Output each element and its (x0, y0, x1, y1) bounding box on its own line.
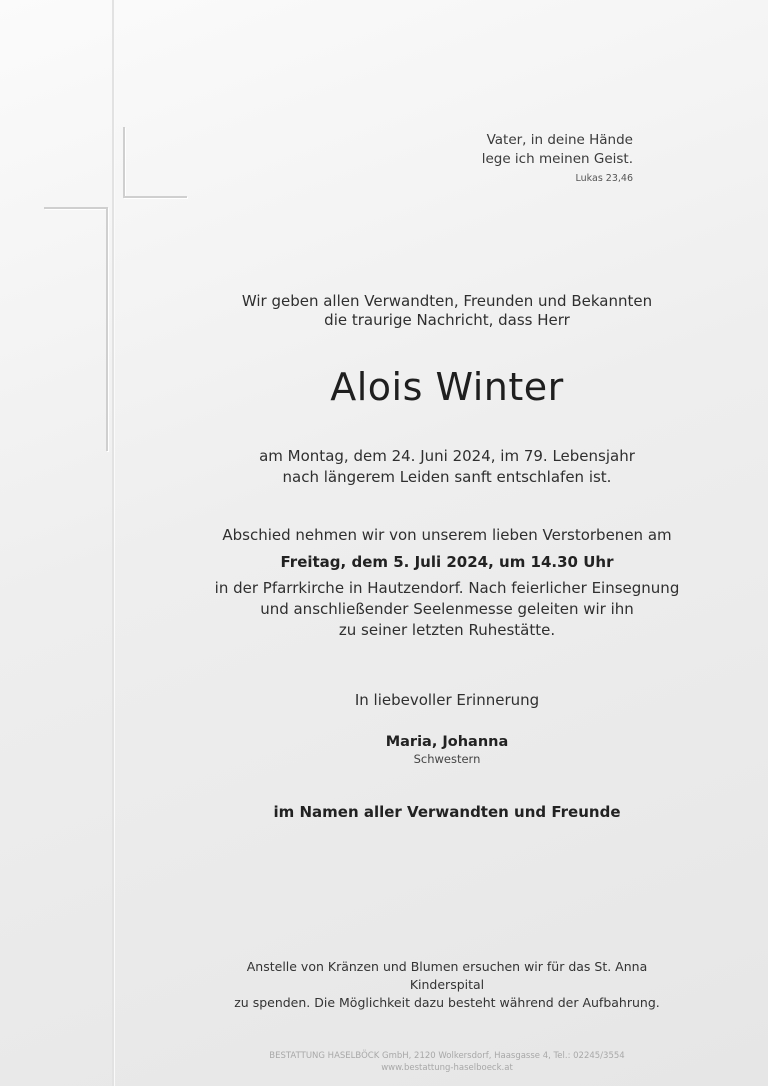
announcement-intro (210, 292, 684, 330)
ceremony-line-2: in der Pfarrkirche in Hautzendorf. Nach feierlicher Einsegnung (214, 579, 680, 597)
cross-left-arm (44, 207, 108, 209)
ceremony-date: Freitag, dem 5. Juli 2024, um 14.30 Uhr (280, 553, 614, 571)
quote-line-2: lege ich meinen Geist. (481, 151, 633, 167)
ceremony-line-4: zu seiner letzten Ruhestätte. (338, 621, 556, 639)
death-line-2: nach längerem Leiden sanft entschlafen ist. (282, 468, 612, 486)
ceremony-line-3: und anschließender Seelenmesse geleiten wir ihn (260, 600, 634, 618)
quote-reference: Lukas 23,46 (575, 173, 633, 184)
death-notice (210, 446, 684, 488)
request-line-1: Anstelle von Kränzen und Blumen ersuchen wir für das St. Anna Kinderspital (246, 959, 648, 992)
deceased-name: Alois Winter (330, 365, 564, 409)
ceremony-details (210, 525, 684, 641)
ceremony-line-1: Abschied nehmen wir von unserem lieben Verstorbenen am (222, 526, 672, 544)
bible-quote (482, 131, 633, 186)
intro-line-2: die traurige Nachricht, dass Herr (324, 311, 570, 329)
quote-line-1: Vater, in deine Hände (486, 132, 633, 148)
funeral-home-footer (210, 1050, 684, 1074)
mourners (210, 733, 684, 766)
family-text: im Namen aller Verwandten und Freunde (273, 803, 621, 821)
request-line-2: zu spenden. Die Möglichkeit dazu besteht während der Aufbahrung. (234, 995, 660, 1010)
death-line-1: am Montag, dem 24. Juni 2024, im 79. Lebensjahr (259, 447, 635, 465)
footer-company: BESTATTUNG HASELBÖCK GmbH, 2120 Wolkersdorf, Haasgasse 4, Tel.: 02245/3554 (269, 1051, 625, 1061)
cross-icon (0, 0, 200, 460)
cross-upper-stem (123, 127, 125, 198)
footer-website: www.bestattung-haselboeck.at (381, 1063, 513, 1073)
cross-lower-stem (106, 207, 108, 451)
cross-right-arm (123, 196, 187, 198)
memory-text: In liebevoller Erinnerung (354, 691, 540, 709)
mourner-names: Maria, Johanna (385, 734, 509, 750)
intro-line-1: Wir geben allen Verwandten, Freunden und Bekannten (241, 292, 653, 310)
mourner-relation: Schwestern (413, 752, 481, 766)
donation-request (210, 958, 684, 1012)
